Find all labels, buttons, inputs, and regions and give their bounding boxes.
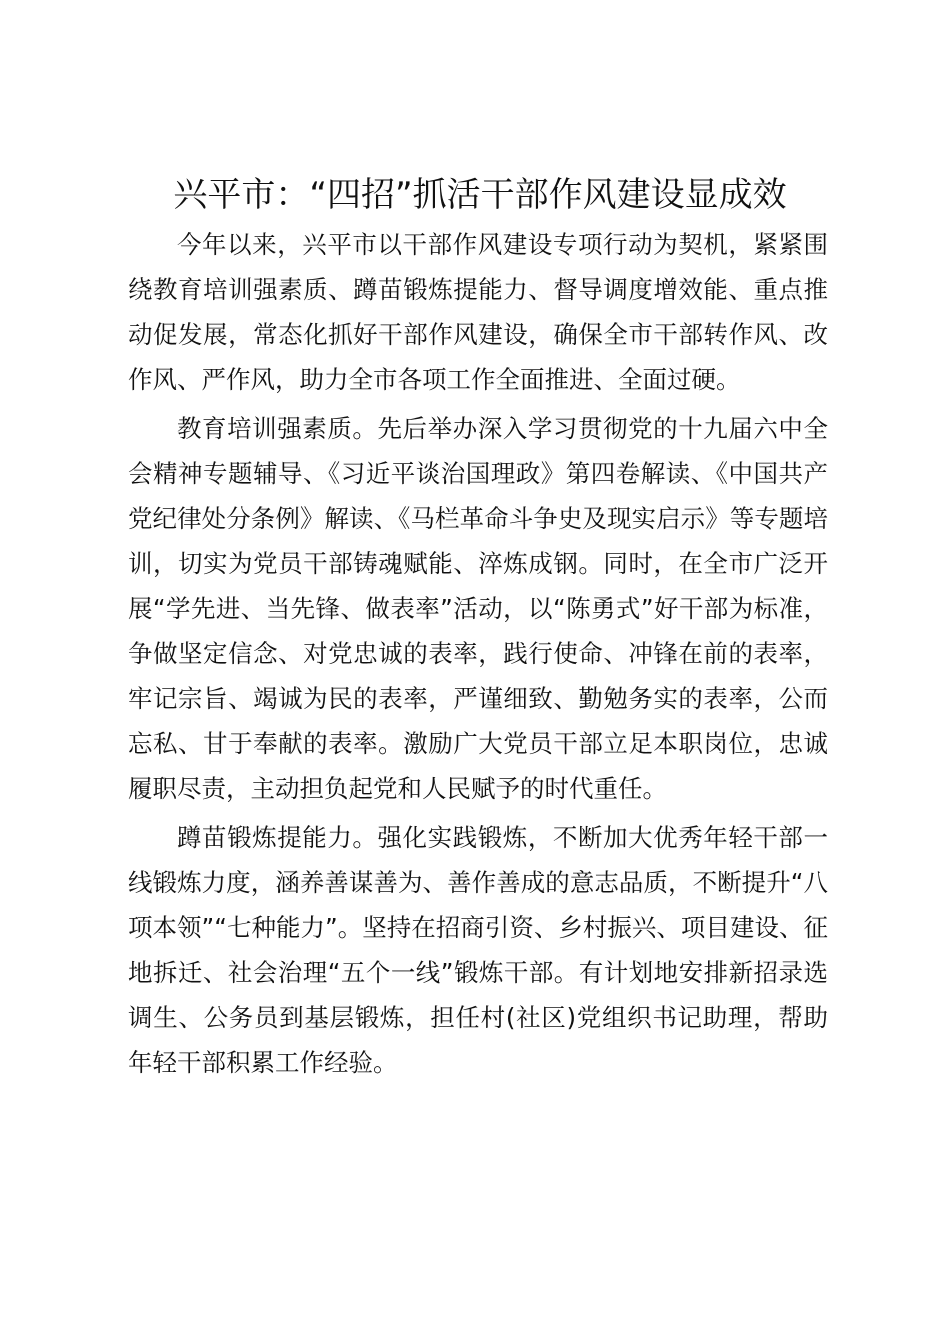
document-body bbox=[128, 222, 828, 1089]
paragraph-intro: 今年以来，兴平市以干部作风建设专项行动为契机，紧紧围绕教育培训强素质、蹲苗锻炼提能力、督导调度增效能、重点推动促发展，常态化抓好干部作风建设，确保全市干部转作风、改作风、严作风，助力全市各项工作全面推进、全面过硬。 bbox=[128, 230, 828, 394]
paragraph-education-training: 教育培训强素质。先后举办深入学习贯彻党的十九届六中全会精神专题辅导、《习近平谈治国理政》第四卷解读、《中国共产党纪律处分条例》解读、《马栏革命斗争史及现实启示》等专题培训，切实为党员干部铸魂赋能、淬炼成钢。同时，在全市广泛开展“学先进、当先锋、做表率”活动，以“陈勇式”好干部为标准，争做坚定信念、对党忠诚的表率，践行使命、冲锋在前的表率，牢记宗旨、竭诚为民的表率，严谨细致、勤勉务实的表率，公而忘私、甘于奉献的表率。激励广大党员干部立足本职岗位，忠诚履职尽责，主动担负起党和人民赋予的时代重任。 bbox=[128, 414, 828, 803]
document-title: 兴平市：“四招”抓活干部作风建设显成效 bbox=[173, 175, 787, 215]
paragraph-grassroots-training: 蹲苗锻炼提能力。强化实践锻炼，不断加大优秀年轻干部一线锻炼力度，涵养善谋善为、善作善成的意志品质，不断提升“八项本领”“七种能力”。坚持在招商引资、乡村振兴、项目建设、征地拆迁、社会治理“五个一线”锻炼干部。有计划地安排新招录选调生、公务员到基层锻炼，担任村(社区)党组织书记助理，帮助年轻干部积累工作经验。 bbox=[128, 823, 828, 1077]
